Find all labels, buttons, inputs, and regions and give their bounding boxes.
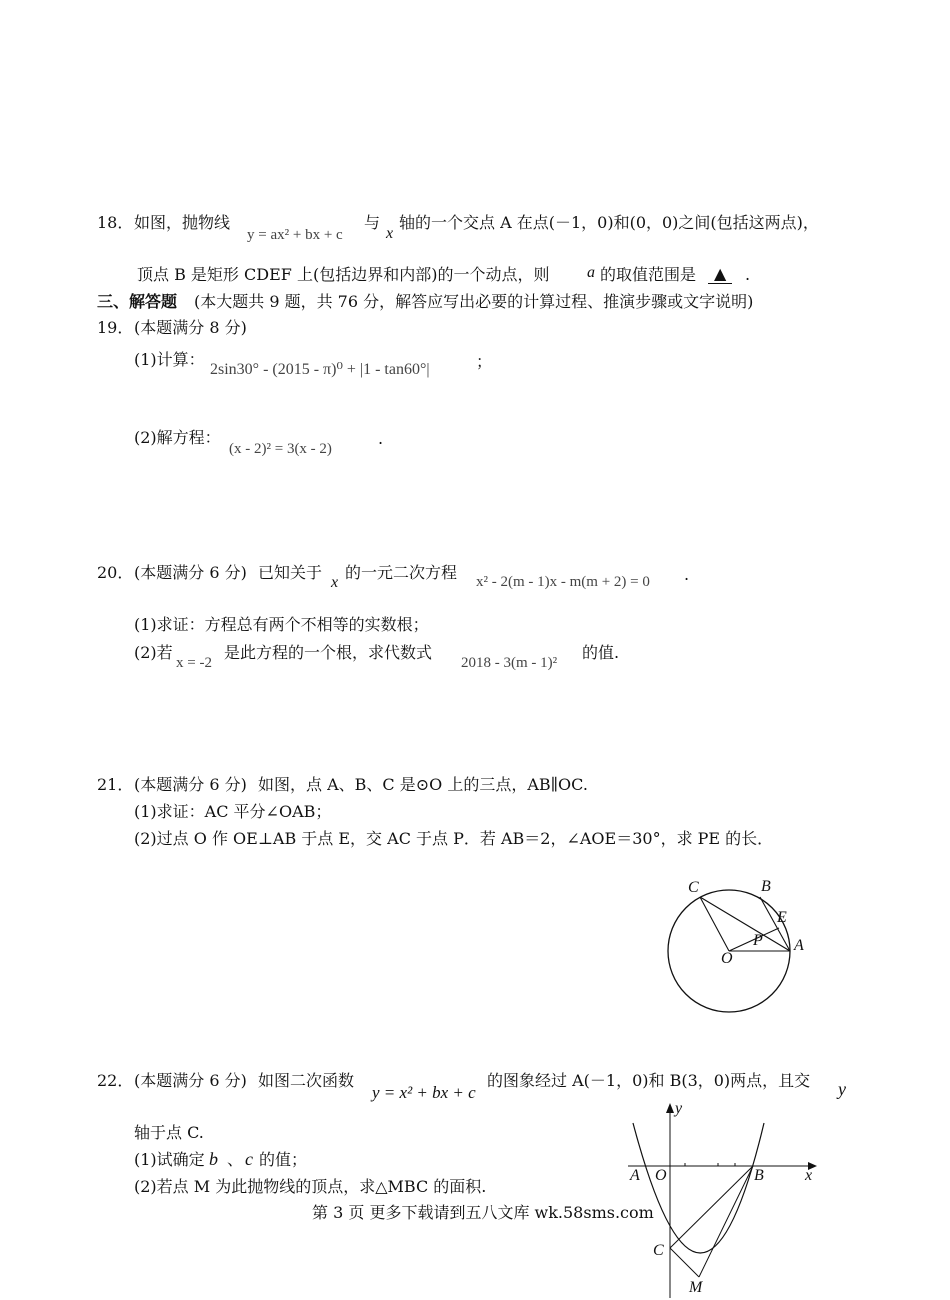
q18-line2-b: 的取值范围是: [600, 265, 697, 284]
q22-number: 22．: [97, 1071, 134, 1090]
q20-var-x: x: [331, 574, 339, 591]
q22-text-a: 如图二次函数: [258, 1071, 355, 1090]
label-a: A: [794, 937, 804, 954]
q22-part1-b: b: [209, 1149, 218, 1169]
q18-formula: y = ax² + bx + c: [247, 227, 343, 243]
q22-score: (本题满分 6 分): [134, 1071, 247, 1090]
label-a: A: [630, 1167, 640, 1184]
q18-number: 18．: [97, 213, 134, 232]
q20-score: (本题满分 6 分): [134, 563, 247, 582]
q18-var-x: x: [386, 225, 394, 242]
q20-part2-c: 的值.: [582, 643, 620, 662]
q21-number: 21．: [97, 775, 134, 794]
q20-part2-b: 是此方程的一个根，求代数式: [224, 643, 433, 662]
q22-text-b: 的图象经过 A(－1，0)和 B(3，0)两点，且交: [487, 1071, 811, 1090]
q21-part1: (1)求证：AC 平分∠OAB；: [134, 802, 332, 821]
q18-line2-a: 顶点 B 是矩形 CDEF 上(包括边界和内部)的一个动点，则: [137, 265, 550, 284]
q22-part1-c: c: [245, 1149, 253, 1169]
q20-part2-formula1: x = -2: [176, 655, 212, 671]
q18-text-3: 轴的一个交点 A 在点(－1，0)和(0，0)之间(包括这两点)，: [399, 213, 819, 232]
q19-number: 19．: [97, 318, 134, 337]
parabola-curve: [633, 1123, 764, 1253]
q22-line2: 轴于点 C.: [134, 1123, 204, 1142]
q20-part1: (1)求证：方程总有两个不相等的实数根；: [134, 615, 429, 634]
q19-score: (本题满分 8 分): [134, 318, 247, 337]
q22-part1-a: (1)试确定: [134, 1150, 205, 1169]
q20-end: .: [684, 565, 690, 584]
q19-part1-end: ；: [476, 352, 493, 371]
section3-desc: (本大题共 9 题，共 76 分，解答应写出必要的计算过程、推演步骤或文字说明): [194, 292, 754, 311]
q20-number: 20．: [97, 563, 134, 582]
label-o: O: [655, 1167, 667, 1184]
q20-text-a: 已知关于: [258, 563, 323, 582]
q22-part2: (2)若点 M 为此抛物线的顶点，求△MBC 的面积.: [134, 1177, 487, 1196]
y-axis-arrow: [666, 1103, 674, 1113]
q22-part1-sep: 、: [227, 1150, 244, 1169]
q19-part1-label: (1)计算：: [134, 350, 205, 369]
segment-mb: [699, 1166, 753, 1277]
label-b: B: [754, 1167, 764, 1184]
q19-part2-formula: (x - 2)² = 3(x - 2): [229, 441, 332, 457]
q21-part2: (2)过点 O 作 OE⊥AB 于点 E，交 AC 于点 P．若 AB＝2，∠AOE＝30°，求 PE 的长．: [134, 829, 774, 848]
label-x: x: [805, 1167, 813, 1184]
label-m: M: [689, 1279, 703, 1296]
q20-text-b: 的一元二次方程: [345, 563, 458, 582]
q22-part1-e: 的值；: [259, 1150, 308, 1169]
label-c: C: [688, 879, 699, 896]
q21-text: 如图，点 A、B、C 是⊙O 上的三点，AB∥OC.: [258, 775, 588, 794]
label-e: E: [777, 909, 787, 926]
q19-part2-end: .: [378, 429, 384, 448]
segment-cb: [670, 1166, 753, 1248]
q20-part2-formula2: 2018 - 3(m - 1)²: [461, 655, 558, 671]
q22-formula: y = x² + bx + c: [372, 1083, 476, 1102]
label-o: O: [721, 950, 733, 967]
q20-formula: x² - 2(m - 1)x - m(m + 2) = 0: [476, 574, 650, 590]
q19-part1-formula: 2sin30° - (2015 - π)⁰ + |1 - tan60°|: [210, 361, 430, 378]
q18-end: .: [745, 265, 751, 284]
q18-text-1: 如图，抛物线: [134, 213, 231, 232]
q22-parabola-figure: [620, 1098, 830, 1298]
q21-circle-figure: [660, 870, 820, 1020]
q20-part2-a: (2)若: [134, 643, 173, 662]
section3-title: 三、解答题: [97, 292, 178, 311]
label-c: C: [653, 1242, 664, 1259]
page-footer: 第 3 页 更多下载请到五八文库 wk.58sms.com: [312, 1203, 654, 1222]
q18-text-2: 与: [364, 213, 381, 232]
q22-var-y: y: [838, 1079, 846, 1099]
label-p: P: [753, 932, 763, 949]
q18-var-a: a: [587, 264, 595, 281]
label-b: B: [761, 878, 771, 895]
label-y: y: [675, 1100, 683, 1117]
q18-answer-blank: ▲: [708, 264, 732, 284]
q19-part2-label: (2)解方程：: [134, 428, 221, 447]
q21-score: (本题满分 6 分): [134, 775, 247, 794]
